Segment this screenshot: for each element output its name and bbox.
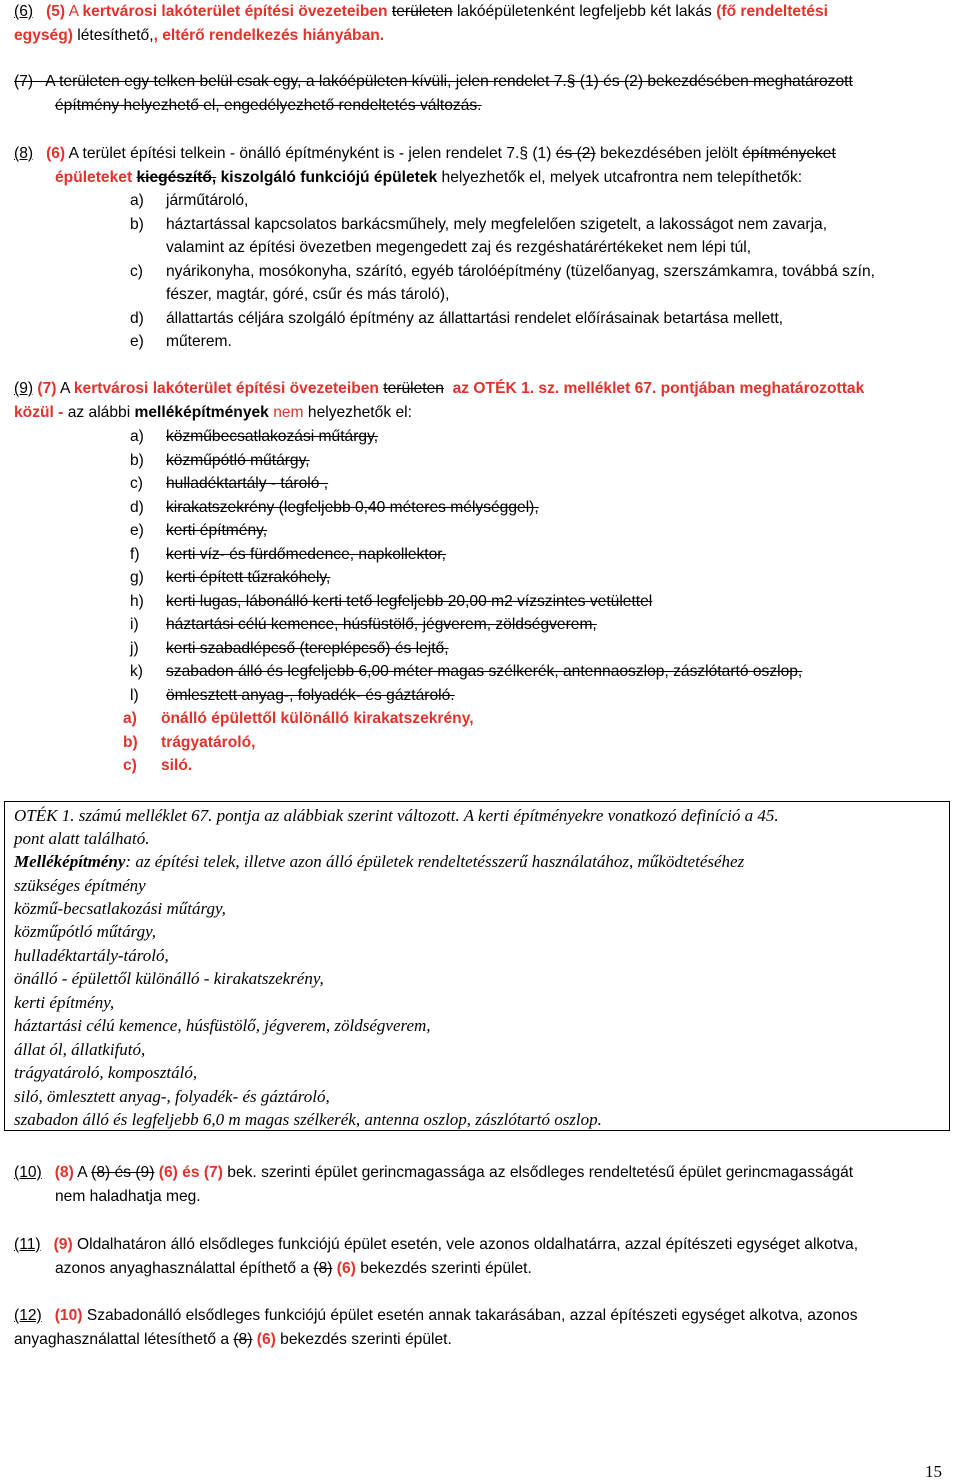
list-text: fészer, magtár, góré, csűr és más tároló), <box>166 286 450 303</box>
text: helyezhetők el, melyek utcafrontra nem telepíthetők: <box>441 168 803 186</box>
list-label: a) <box>130 428 144 445</box>
list-item <box>130 543 446 567</box>
list-text: közműpótló műtárgy, <box>166 452 310 469</box>
list-label: a) <box>123 710 137 727</box>
text: helyezhetők el: <box>307 403 412 421</box>
list-text: önálló épülettől különálló kirakatszekrény, <box>161 710 474 727</box>
list-label: f) <box>130 546 140 563</box>
text: anyaghasználattal létesíthető a <box>14 1330 230 1348</box>
para-number-new: (8) <box>54 1164 74 1181</box>
list-text: kerti épített tűzrakóhely, <box>166 569 331 586</box>
text-added: (6) és (7) <box>158 1164 223 1181</box>
para-number-old: (8) <box>14 145 34 162</box>
paragraph-12 <box>14 1304 944 1351</box>
list-text: kerti szabadlépcső (tereplépcső) és lejtő, <box>166 640 449 657</box>
list-item <box>130 590 652 614</box>
para-number-old: (10) <box>14 1164 42 1181</box>
list-label: e) <box>130 522 144 539</box>
text-added: , eltérő rendelkezés hiányában. <box>153 26 385 44</box>
page-number: 15 <box>925 1462 942 1481</box>
list-label: g) <box>130 569 144 586</box>
text: bekezdésében jelölt <box>599 145 738 162</box>
text-removed: területen <box>383 380 444 397</box>
text: A <box>77 1164 87 1181</box>
text-removed: (7) A területen egy telken belül csak egy, a lakóépületen kívüli, jelen rendelet 7.§ (1) és (2) bekezdésében meghatározott <box>14 73 853 90</box>
list-item <box>130 449 310 473</box>
note-list-item: közmű-becsatlakozási műtárgy, <box>14 899 226 918</box>
note-definition <box>14 850 744 874</box>
list-text: háztartással kapcsolatos barkácsműhely, mely megfelelően szigetelt, a lakosságot nem zavarja, <box>166 216 828 233</box>
list-item <box>130 496 539 520</box>
list-label: l) <box>130 687 139 704</box>
text: bek. szerinti épület gerincmagassága az elsődleges rendeltetésű épület gerincmagasságát <box>227 1164 854 1181</box>
list-item <box>123 731 255 755</box>
para-number-new: (9) <box>53 1236 73 1253</box>
list-label: b) <box>130 452 144 469</box>
list-label: c) <box>130 475 143 492</box>
list-text: állattartás céljára szolgáló építmény az állattartási rendelet előírásainak betartása mellett, <box>166 310 784 327</box>
text-added: (6) <box>256 1330 276 1348</box>
text-removed: (8) <box>313 1259 333 1277</box>
list-text: siló. <box>161 757 193 774</box>
text: azonos anyaghasználattal építhető a <box>55 1259 310 1277</box>
para-number-old: (11) <box>14 1236 41 1253</box>
list-text: hulladéktartály - tároló , <box>166 475 329 492</box>
text: kiszolgáló funkciójú épületek <box>220 168 438 186</box>
text-removed: (8) <box>233 1330 253 1348</box>
text: létesíthető, <box>77 26 154 44</box>
paragraph-8 <box>14 142 944 189</box>
list-item <box>130 660 802 684</box>
list-item <box>130 613 597 637</box>
text: lakóépületenként legfeljebb két lakás <box>456 3 712 20</box>
para-number-new: (10) <box>54 1307 83 1324</box>
text: az alábbi <box>67 403 131 421</box>
list-text: kirakatszekrény (legfeljebb 0,40 méteres mélységgel), <box>166 499 539 516</box>
list-text: háztartási célú kemence, húsfüstölő, jégverem, zöldségverem, <box>166 616 597 633</box>
note-line: szükséges építmény <box>14 876 146 895</box>
text: A <box>68 3 79 20</box>
text-added: (6) <box>336 1259 356 1277</box>
list-text: kerti építmény, <box>166 522 268 539</box>
text: nem haladhatja meg. <box>55 1187 201 1205</box>
note-list-item: siló, ömlesztett anyag-, folyadék- és gáztároló, <box>14 1087 330 1106</box>
note-list-item: trágyatároló, komposztáló, <box>14 1063 198 1082</box>
text-removed: és (2) <box>555 145 596 162</box>
definition-term: Melléképítmény <box>14 852 126 871</box>
text: A <box>59 380 70 397</box>
otek-note-box <box>4 801 950 1131</box>
list-label: j) <box>130 640 139 657</box>
text-added: egység) <box>14 26 73 44</box>
list-label: c) <box>123 757 137 774</box>
list-text: kerti víz- és fürdőmedence, napkollektor, <box>166 546 446 563</box>
note-list-item: szabadon álló és legfeljebb 6,0 m magas szélkerék, antenna oszlop, zászlótartó oszlop. <box>14 1110 602 1129</box>
list-item <box>130 472 328 496</box>
list-text: nyárikonyha, mosókonyha, szárító, egyéb tárolóépítmény (tüzelőanyag, szerszámkamra, továbbá szín, <box>166 263 876 280</box>
list-text: trágyatároló, <box>161 734 256 751</box>
para-number-old: (12) <box>14 1307 42 1324</box>
list-item <box>123 754 192 778</box>
note-list-item: állat ól, állatkifutó, <box>14 1040 146 1059</box>
list-text: valamint az építési övezetben megengedett zaj és rezgéshatárértékeket nem lépi túl, <box>166 239 752 256</box>
list-label: a) <box>130 192 144 209</box>
list-text: járműtároló, <box>166 192 249 209</box>
note-list-item: közműpótló műtárgy, <box>14 922 156 941</box>
list-item <box>123 707 474 731</box>
para-number-new: (6) <box>46 145 66 162</box>
list-item <box>130 566 330 590</box>
list-text: ömlesztett anyag-, folyadék- és gáztároló. <box>166 687 455 704</box>
text-added: nem <box>273 403 304 421</box>
paragraph-7-removed <box>14 70 944 117</box>
list-label: d) <box>130 499 144 516</box>
text-added: közül - <box>14 403 64 421</box>
list-label: i) <box>130 616 139 633</box>
text-removed: kiegészítő, <box>136 168 217 186</box>
list-label: k) <box>130 663 143 680</box>
text-removed: (8) és (9) <box>91 1164 155 1181</box>
list-text: műterem. <box>166 333 232 350</box>
text: bekezdés szerinti épület. <box>360 1259 532 1277</box>
list-label: c) <box>130 263 143 280</box>
paragraph-10 <box>14 1161 944 1208</box>
note-line: pont alatt található. <box>14 829 150 848</box>
note-list-item: kerti építmény, <box>14 993 115 1012</box>
list-text: kerti lugas, lábonálló kerti tető legfeljebb 20,00 m2 vízszintes vetülettel <box>166 593 653 610</box>
note-list-item: önálló - épülettől különálló - kirakatszekrény, <box>14 969 324 988</box>
list-label: b) <box>130 216 144 233</box>
paragraph-9 <box>14 377 944 424</box>
text-added: épületeket <box>55 168 133 186</box>
text-added: kertvárosi lakóterület építési övezeteiben <box>82 3 388 20</box>
list-text: szabadon álló és legfeljebb 6,00 méter magas szélkerék, antennaoszlop, zászlótartó oszlop, <box>166 663 803 680</box>
text-removed: építményeket <box>742 145 836 162</box>
text-added: kertvárosi lakóterület építési övezeteiben <box>73 380 379 397</box>
para-number-old: (6) <box>14 3 34 20</box>
text: Szabadonálló elsődleges funkciójú épület esetén annak takarásában, azzal építészeti egységet alkotva, azonos <box>86 1307 858 1324</box>
paragraph-11 <box>14 1233 944 1280</box>
text-added: az OTÉK 1. sz. melléklet 67. pontjában meghatározottak <box>452 380 865 397</box>
list-label: b) <box>123 734 138 751</box>
para-number-old: (9) <box>14 380 34 397</box>
list-label: d) <box>130 310 144 327</box>
text: bekezdés szerinti épület. <box>280 1330 452 1348</box>
list-item <box>130 637 449 661</box>
paragraph-6 <box>14 0 944 47</box>
note-list-item: hulladéktartály-tároló, <box>14 946 169 965</box>
list-item <box>130 519 267 543</box>
note-list-item: háztartási célú kemence, húsfüstölő, jégverem, zöldségverem, <box>14 1016 431 1035</box>
text: melléképítmények <box>134 403 269 421</box>
note-line: OTÉK 1. számú melléklet 67. pontja az alábbiak szerint változott. A kerti építményekre vonatkozó definíció a 45. <box>14 806 779 825</box>
text-added: (fő rendeltetési <box>716 3 828 20</box>
definition-text: : az építési telek, illetve azon álló épületek rendeltetésszerű használatához, működtetéséhez <box>125 852 745 871</box>
list-label: h) <box>130 593 144 610</box>
list-item <box>130 684 455 708</box>
text-removed: építmény helyezhető el, engedélyezhető rendeltetés változás. <box>55 96 482 114</box>
list-label: e) <box>130 333 144 350</box>
para-number-new: (5) <box>46 3 66 20</box>
list-item <box>130 425 378 449</box>
text: Oldalhatáron álló elsődleges funkciójú épület esetén, vele azonos oldalhatárra, azzal építészeti egységet alkotva, <box>76 1236 859 1253</box>
list-text: közműbecsatlakozási műtárgy, <box>166 428 379 445</box>
text: A terület építési telkein - önálló építményként is - jelen rendelet 7.§ (1) <box>68 145 552 162</box>
para-number-new: (7) <box>37 380 57 397</box>
text-removed: területen <box>391 3 453 20</box>
